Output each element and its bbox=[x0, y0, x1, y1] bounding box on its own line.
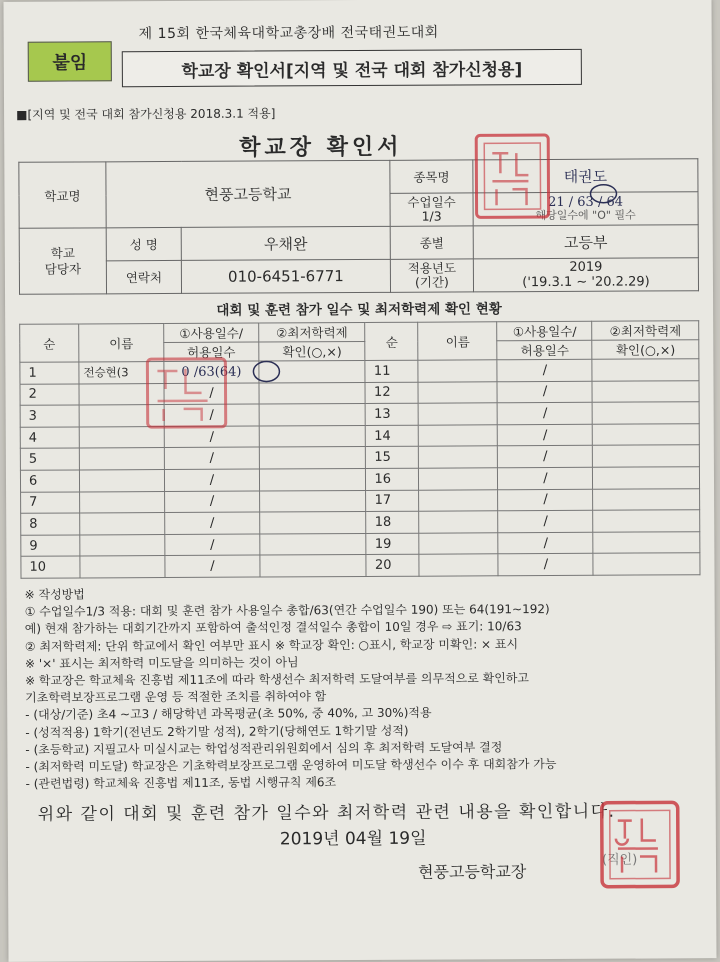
confirmation-statement: 위와 같이 대회 및 훈련 참가 일수와 최저학력 관련 내용을 확인합니다. bbox=[37, 801, 616, 825]
days-used: / bbox=[165, 512, 260, 534]
student-name bbox=[80, 556, 165, 578]
section-title: 대회 및 훈련 참가 일수 및 최저학력제 확인 현황 bbox=[216, 301, 502, 319]
row-no: 3 bbox=[20, 405, 79, 427]
form-version-note: ■[지역 및 전국 대회 참가신청용 2018.3.1 적용] bbox=[16, 106, 276, 122]
school-seal-stamp-top bbox=[472, 131, 552, 221]
instruction-line: - (초등학교) 지필고사 미실시교는 학업성적관리위원회에서 심의 후 최저학력 도달여부 결정 bbox=[25, 740, 503, 757]
row-no: 16 bbox=[366, 468, 419, 490]
student-name bbox=[418, 360, 497, 382]
days-used: / bbox=[498, 402, 593, 424]
attachment-badge: 붙임 bbox=[28, 41, 112, 81]
min-check bbox=[593, 488, 700, 510]
school-seal-stamp-table bbox=[143, 355, 229, 431]
student-name bbox=[419, 425, 498, 447]
division-value: 고등부 bbox=[473, 225, 698, 259]
row-no: 10 bbox=[21, 556, 80, 578]
contact-label-line1: 학교 bbox=[50, 244, 75, 261]
division-label: 종별 bbox=[390, 226, 473, 259]
school-days-note: 해당일수에 "O" 필수 bbox=[535, 208, 636, 223]
days-used: / bbox=[497, 381, 592, 403]
days-used: / bbox=[164, 469, 259, 491]
row-no: 5 bbox=[20, 448, 79, 470]
principal-signature-line: 현풍고등학교장 bbox=[418, 862, 527, 882]
row-no: 8 bbox=[21, 513, 80, 535]
instruction-line: - (대상/기준) 초4 ~고3 / 해당학년 과목평균(초 50%, 중 40%, 고 30%)적용 bbox=[25, 706, 432, 723]
days-used: / bbox=[165, 491, 260, 513]
col-min-left-2: 확인(○,×) bbox=[259, 341, 366, 361]
phone-label: 연락처 bbox=[106, 260, 181, 293]
min-check bbox=[593, 531, 700, 553]
row-no: 7 bbox=[21, 492, 80, 514]
min-check bbox=[593, 445, 700, 467]
col-days-right-2: 허용일수 bbox=[497, 340, 592, 359]
col-min-left-1: ②최저학력제 bbox=[259, 322, 366, 342]
student-name bbox=[419, 511, 498, 533]
min-check bbox=[259, 404, 366, 426]
student-name bbox=[419, 554, 498, 576]
name-label: 성 명 bbox=[106, 227, 181, 260]
school-days-label-line2: 1/3 bbox=[421, 208, 442, 224]
instruction-line: 기초학력보장프로그램 운영 등 적절한 조치를 취하여야 함 bbox=[25, 689, 327, 705]
row-no: 1 bbox=[20, 362, 79, 384]
student-name bbox=[419, 446, 498, 468]
instructions bbox=[25, 583, 706, 793]
min-check bbox=[592, 380, 699, 402]
row-no: 9 bbox=[21, 535, 80, 557]
year-label-line2: (기간) bbox=[414, 274, 449, 290]
contact-label bbox=[19, 228, 106, 294]
contact-phone: 010-6451-6771 bbox=[181, 259, 390, 293]
min-check bbox=[260, 512, 367, 534]
instruction-line: 예) 현재 참가하는 대회기간까지 포함하여 출석인정 결석일수 총합이 10일 경우 ⇨ 표기: 10/63 bbox=[24, 619, 522, 637]
min-check bbox=[259, 425, 366, 447]
row-no: 4 bbox=[20, 427, 79, 449]
days-used: / bbox=[498, 467, 593, 489]
period-value: ('19.3.1 ~ '20.2.29) bbox=[522, 274, 650, 291]
min-check bbox=[260, 533, 367, 555]
year-cell bbox=[473, 258, 698, 292]
days-used: / bbox=[165, 534, 260, 556]
school-days-label-line1: 수업일수 bbox=[407, 194, 456, 210]
year-label-line1: 적용년도 bbox=[407, 260, 457, 276]
competition-title: 제 15회 한국체육대학교총장배 전국태권도대회 bbox=[138, 24, 439, 43]
student-name bbox=[419, 533, 498, 555]
row-no: 19 bbox=[366, 533, 419, 555]
event-label: 종목명 bbox=[390, 160, 473, 193]
instruction-line: ② 최저학력제: 단위 학교에서 확인 여부만 표시 ※ 학교장 확인: ○표시, 학교장 미확인: × 표시 bbox=[24, 636, 519, 654]
instruction-line: ※ '×' 표시는 최저학력 미도달을 의미하는 것이 아님 bbox=[24, 655, 299, 671]
row-no: 17 bbox=[366, 490, 419, 512]
col-name-left: 이름 bbox=[79, 324, 164, 362]
min-check bbox=[260, 490, 367, 512]
student-name bbox=[80, 491, 165, 513]
row-no: 15 bbox=[366, 447, 419, 469]
days-used: / bbox=[498, 510, 593, 532]
min-check bbox=[593, 424, 700, 446]
year-label bbox=[390, 259, 473, 292]
student-name: 전승현(3 bbox=[79, 362, 164, 384]
col-no-left: 순 bbox=[20, 324, 79, 362]
event-value: 태권도 bbox=[473, 159, 698, 193]
row-no: 14 bbox=[366, 425, 419, 447]
col-min-right-1: ②최저학력제 bbox=[592, 321, 699, 341]
min-check bbox=[593, 467, 700, 489]
days-used: 0 /63(64) bbox=[164, 361, 259, 383]
table-row bbox=[21, 553, 700, 578]
contact-label-line2: 담당자 bbox=[44, 260, 82, 277]
student-name bbox=[419, 403, 498, 425]
row-no: 2 bbox=[20, 384, 79, 406]
row-no: 13 bbox=[366, 403, 419, 425]
days-used: / bbox=[498, 554, 593, 576]
days-used: / bbox=[498, 446, 593, 468]
min-check bbox=[593, 510, 700, 532]
days-used: / bbox=[498, 532, 593, 554]
school-days-label bbox=[390, 193, 473, 226]
days-used: / bbox=[164, 426, 259, 448]
col-no-right: 순 bbox=[365, 322, 418, 360]
contact-name: 우채완 bbox=[181, 226, 390, 260]
min-check bbox=[593, 553, 700, 575]
min-check bbox=[259, 447, 366, 469]
days-used: / bbox=[497, 359, 592, 381]
student-name bbox=[79, 469, 164, 491]
handwritten-circle-mark bbox=[588, 183, 618, 205]
row-no: 20 bbox=[366, 555, 419, 577]
min-check bbox=[592, 359, 699, 381]
school-label: 학교명 bbox=[19, 162, 106, 228]
min-check bbox=[593, 402, 700, 424]
instruction-line: ※ 작성방법 bbox=[24, 587, 85, 602]
days-used: / bbox=[164, 404, 259, 426]
row-no: 18 bbox=[366, 511, 419, 533]
participation-table bbox=[19, 320, 700, 578]
days-used: / bbox=[164, 447, 259, 469]
student-name bbox=[80, 513, 165, 535]
student-name bbox=[418, 381, 497, 403]
instruction-line: ※ 학교장은 학교체육 진흥법 제11조에 따라 학생선수 최저학력 도달여부를 의무적으로 확인하고 bbox=[25, 671, 530, 688]
min-check bbox=[260, 555, 367, 577]
issue-date: 2019년 04월 19일 bbox=[279, 828, 427, 850]
year-value: 2019 bbox=[569, 259, 603, 275]
document-title: 학교장 확인서 bbox=[239, 134, 403, 161]
document-page bbox=[3, 0, 716, 962]
col-days-left-1: ①사용일수/ bbox=[164, 323, 259, 342]
col-days-right-1: ①사용일수/ bbox=[497, 321, 592, 340]
school-info-table bbox=[18, 158, 699, 295]
instruction-line: ① 수업일수1/3 적용: 대회 및 훈련 참가 사용일수 총합/63(연간 수업일수 190) 또는 64(191~192) bbox=[24, 602, 550, 619]
school-name: 현풍고등학교 bbox=[106, 160, 390, 227]
handwritten-circle-mark bbox=[251, 359, 281, 383]
student-name bbox=[419, 468, 498, 490]
instruction-line: - (관련법령) 학교체육 진흥법 제11조, 동법 시행규칙 제6조 bbox=[25, 775, 337, 791]
seal-label: (직인) bbox=[601, 852, 638, 868]
col-days-left-2: 허용일수 bbox=[164, 342, 259, 361]
days-used: / bbox=[498, 424, 593, 446]
days-used: / bbox=[498, 489, 593, 511]
col-name-right: 이름 bbox=[418, 322, 497, 360]
student-name bbox=[80, 534, 165, 556]
form-title: 학교장 확인서[지역 및 전국 대회 참가신청용] bbox=[122, 49, 582, 87]
student-name bbox=[419, 489, 498, 511]
instruction-line: - (최저학력 미도달) 학교장은 기초학력보장프로그램 운영하여 미도달 학생선수 이수 후 대회참가 가능 bbox=[25, 757, 557, 774]
days-used: / bbox=[164, 383, 259, 405]
student-name bbox=[79, 448, 164, 470]
instruction-line: - (성적적용) 1학기(전년도 2학기말 성적), 2학기(당해연도 1학기말 성적) bbox=[25, 723, 409, 740]
col-min-right-2: 확인(○,×) bbox=[592, 340, 699, 360]
days-used: / bbox=[165, 555, 260, 577]
row-no: 12 bbox=[365, 382, 418, 404]
row-no: 6 bbox=[20, 470, 79, 492]
school-days-value: 21 / 63 / 64 bbox=[548, 194, 624, 211]
row-no: 11 bbox=[365, 360, 418, 382]
min-check bbox=[259, 382, 366, 404]
principal-seal-stamp bbox=[598, 798, 682, 890]
min-check bbox=[259, 468, 366, 490]
